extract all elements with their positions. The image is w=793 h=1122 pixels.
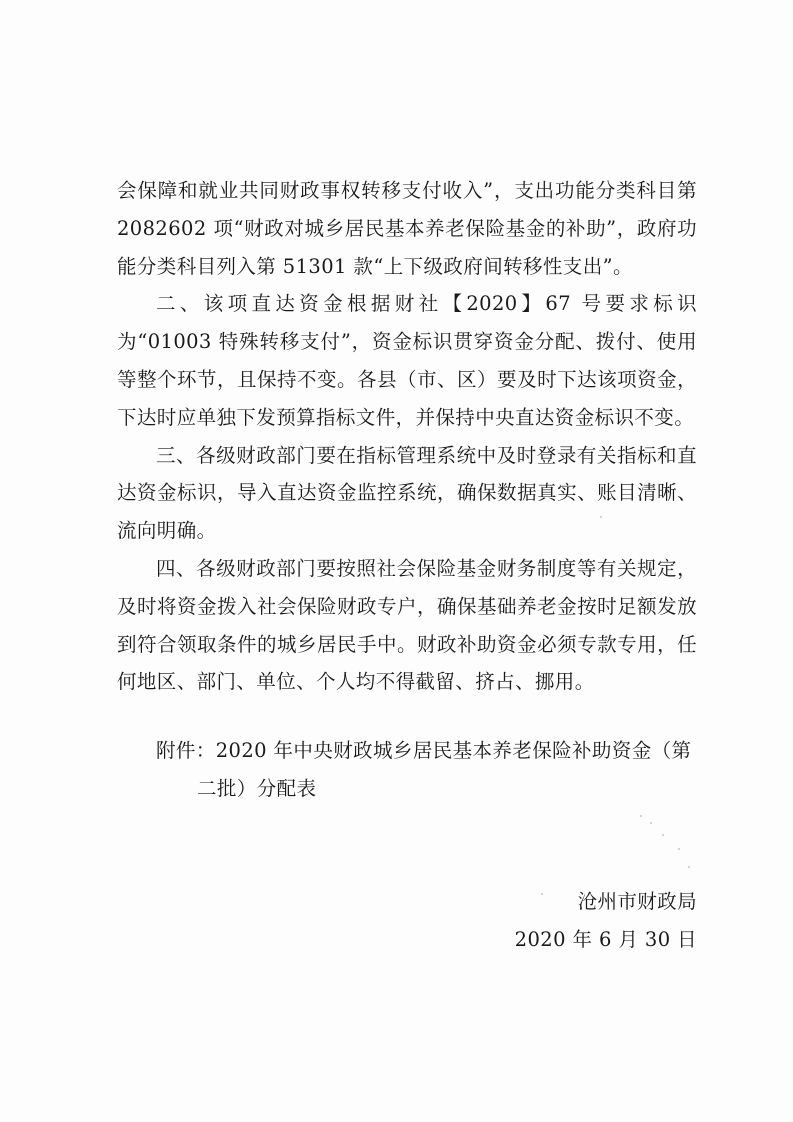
issue-date: 2020 年 6 月 30 日 — [514, 927, 697, 951]
scan-speckle — [640, 815, 642, 817]
paragraph-continuation: 会保障和就业共同财政事权转移支付收入”，支出功能分类科目第 2082602 项“财政对城乡居民基本养老保险基金的补助”，政府功能分类科目列入第 51301 款“上下级政府间转移性支出”。 — [117, 179, 697, 278]
scan-speckle — [650, 822, 652, 824]
paragraph-item-3: 三、各级财政部门要在指标管理系统中及时登录有关指标和直达资金标识，导入直达资金监控系统，确保数据真实、账目清晰、流向明确。 — [117, 443, 697, 543]
scan-speckle — [600, 516, 602, 518]
paragraph-item-2: 二、该项直达资金根据财社【2020】67 号要求标识为“01003 特殊转移支付”，资金标识贯穿资金分配、拨付、使用等整个环节，且保持不变。各县（市、区）要及时下达该项资金，下达时应单独下发预算指标文件，并保持中央直达资金标识不变。 — [117, 292, 697, 429]
attachment-line-1: 附件：2020 年中央财政城乡居民基本养老保险补助资金（第 — [156, 739, 692, 762]
attachment-line-2: 二批）分配表 — [197, 776, 317, 800]
attachment-note — [156, 732, 701, 808]
scan-speckle — [541, 893, 543, 895]
paragraph-item-4: 四、各级财政部门要按照社会保险基金财务制度等有关规定，及时将资金拨入社会保险财政专户，确保基础养老金按时足额发放到符合领取条件的城乡居民手中。财政补助资金必须专款专用，任何地区、部门、单位、个人均不得截留、挤占、挪用。 — [117, 556, 697, 694]
scan-speckle — [662, 834, 664, 836]
document-body — [117, 172, 697, 701]
scan-speckle — [678, 848, 680, 850]
scan-speckle — [688, 866, 690, 868]
issuer-name: 沧州市财政局 — [577, 890, 697, 913]
